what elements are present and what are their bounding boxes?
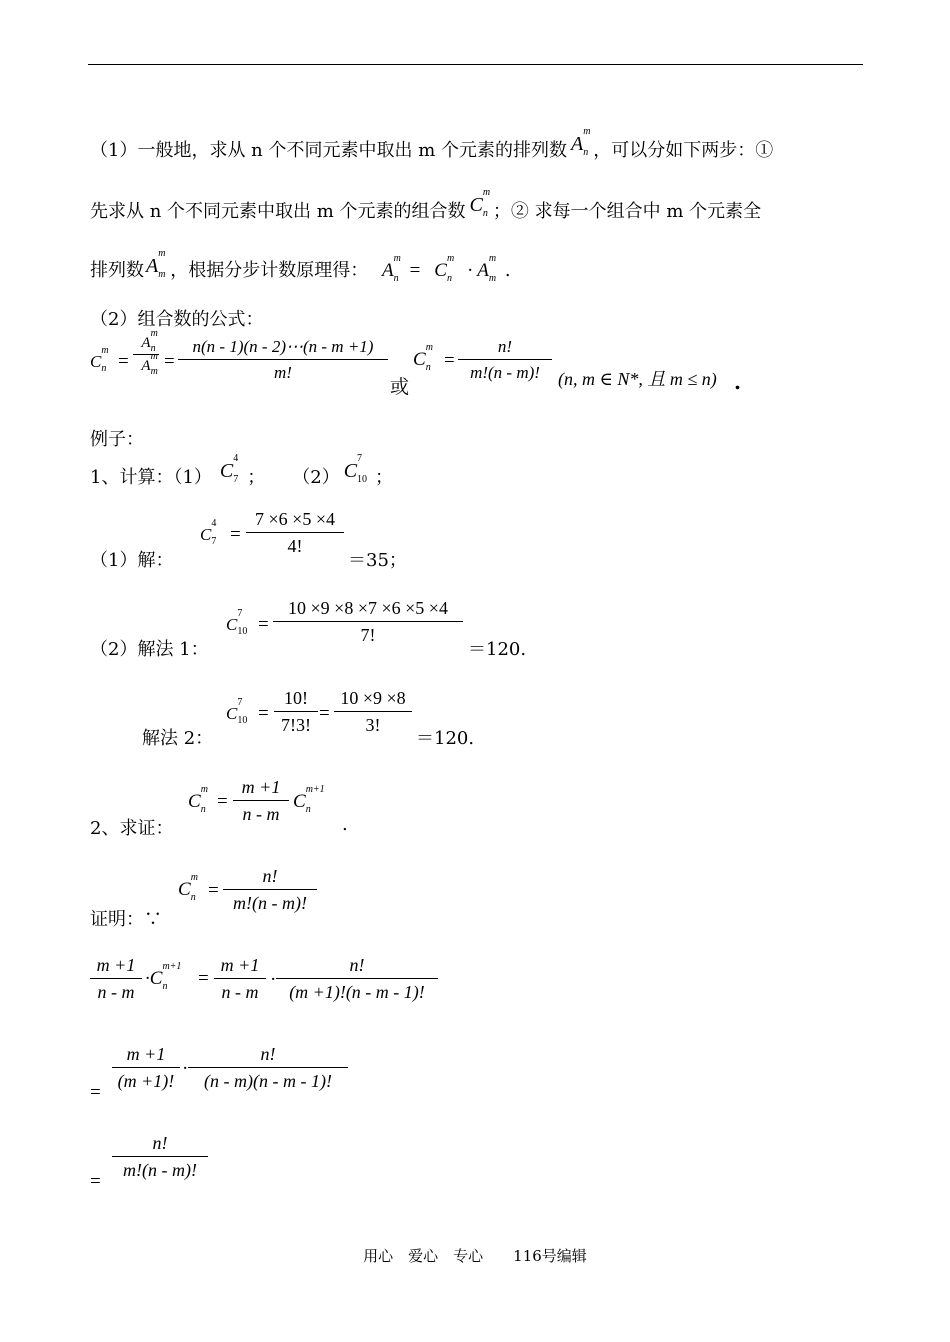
eq-sign-1: =	[118, 351, 129, 372]
step2-frac-b: $\frac{n!}{(n - m)(n - m - 1)!}$	[188, 1044, 348, 1092]
step1-frac-b: $\frac{m +1}{n - m}$	[214, 955, 266, 1003]
sol1-fraction: $\frac{7 \times 6 \times 5 \times 4}{4!}$	[246, 509, 344, 557]
para1-line1: （1）一般地，求从 n 个不同元素中取出 m 个元素的排列数 A m n ，可以分如下两步：①	[90, 126, 774, 161]
sol2-eq: =	[258, 614, 269, 635]
para2-title: （2）组合数的公式：	[90, 309, 264, 330]
sol1-label: （1）解：	[90, 550, 174, 571]
sol3-lhs: C 7 10	[226, 697, 248, 726]
frac-factorial-formula: $\frac{n!}{m!(n - m)!}$	[458, 337, 552, 383]
sol1-lhs: C 4 7	[200, 518, 217, 547]
eq-sign-3: =	[444, 350, 455, 371]
sol3-eq-2: =	[319, 703, 330, 724]
step1-C: ·C m+1 n	[145, 961, 182, 992]
ex1-title: 1、计算：（1） C 4 7 ； （2） C 7 10 ；	[90, 453, 394, 488]
sol3-fraction-1: $\frac{10!}{7!3!}$	[274, 688, 318, 736]
step1-eq: =	[198, 968, 209, 989]
ex2-eq: =	[217, 791, 228, 812]
step1-frac-a: $\frac{m +1}{n - m}$	[90, 955, 142, 1003]
frac-falling-factorial: $\frac{n(n - 1)(n - 2)\cdots(n - m +1)}{m!}$	[178, 337, 388, 383]
step3-eq: =	[90, 1171, 101, 1192]
ex2-rhs-C: C m+1 n	[293, 784, 325, 815]
proof-lhs: C m n	[178, 872, 198, 903]
step2-dot: ·	[182, 1058, 189, 1079]
sol3-fraction-2: $\frac{10 \times 9 \times 8}{3!}$	[334, 688, 412, 736]
eq-sign-2: =	[164, 351, 175, 372]
sol3-label: 解法 2：	[142, 728, 214, 749]
combination-formula-lhs: C m n	[90, 345, 109, 374]
step2-frac-a: $\frac{m +1}{(m +1)!}$	[112, 1044, 180, 1092]
proof-fraction: $\frac{n!}{m!(n - m)!}$	[223, 866, 317, 914]
sol2-result: ＝120.	[468, 639, 527, 660]
formula-or: 或	[390, 376, 410, 398]
formula-period: .	[734, 370, 741, 394]
sol1-eq: =	[230, 524, 241, 545]
step3-frac: $\frac{n!}{m!(n - m)!}$	[112, 1133, 208, 1181]
sol2-label: （2）解法 1：	[90, 639, 209, 660]
combination-formula-lhs-2: C m n	[413, 342, 433, 373]
ex2-title: 2、求证：	[90, 818, 174, 839]
step1-dot: ·	[270, 969, 277, 990]
ex2-end: .	[342, 814, 348, 835]
para1-line2: 先求从 n 个不同元素中取出 m 个元素的组合数 C m n ；② 求每一个组合中 m 个元素全	[90, 187, 762, 222]
proof-eq: =	[208, 880, 219, 901]
para1-line3: 排列数 A m m ，根据分步计数原理得： A m n = C m n · A m m .	[90, 248, 511, 284]
sol2-fraction: $\frac{10 \times 9 \times 8 \times 7 \times 6 \times 5 \times 4}{7!}$	[273, 598, 463, 646]
ex2-fraction: $\frac{m +1}{n - m}$	[233, 777, 289, 825]
page-footer: 用心 爱心 专心 116号编辑	[363, 1247, 587, 1265]
sol2-lhs: C 7 10	[226, 608, 248, 637]
sol3-eq-1: =	[258, 703, 269, 724]
sol3-result: ＝120.	[416, 728, 475, 749]
examples-title: 例子：	[90, 429, 144, 450]
formula-condition: (n, m ∈ N*, 且 m ≤ n)	[558, 369, 717, 389]
proof-label: 证明：∵	[90, 909, 162, 930]
header-rule	[88, 64, 863, 65]
ex2-lhs: C m n	[188, 784, 208, 815]
sol1-result: ＝35；	[348, 550, 407, 571]
step1-frac-c: $\frac{n!}{(m +1)!(n - m - 1)!}$	[276, 955, 438, 1003]
step2-eq: =	[90, 1082, 101, 1103]
frac-A-over-A: A m n A m m	[133, 335, 159, 375]
